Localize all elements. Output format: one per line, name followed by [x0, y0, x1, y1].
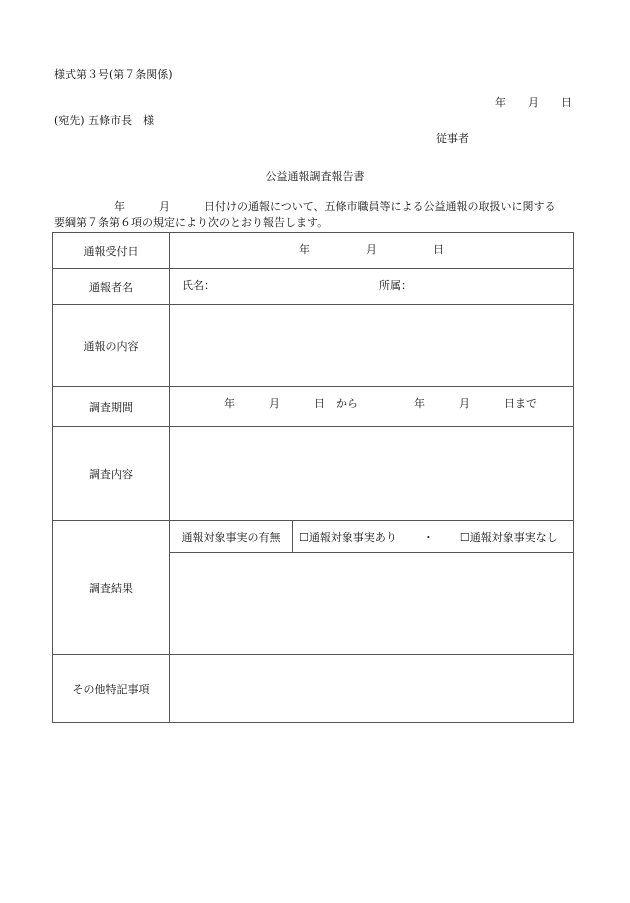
option-exists[interactable]: ☐通報対象事実あり — [299, 530, 397, 544]
date-day: 日 — [561, 96, 572, 109]
intro-line-2: 要綱第７条第６項の規定により次のとおり報告します。 — [54, 216, 329, 229]
result-detail-field[interactable] — [170, 553, 574, 655]
intro-text-1: 日付けの通報について、五條市職員等による公益通報の取扱いに関する — [204, 200, 556, 213]
row-period — [53, 387, 574, 427]
reporter-label: 従事者 — [436, 132, 469, 145]
document-title: 公益通報調査報告書 — [265, 170, 365, 183]
received-date-label: 通報受付日 — [53, 233, 170, 269]
investigation-content-field[interactable] — [170, 427, 574, 521]
received-year: 年 — [299, 243, 310, 256]
reporter-name-label: 通報者名 — [53, 269, 170, 305]
period-year-end: 年 — [414, 397, 425, 410]
period-month-end: 月 — [459, 397, 470, 410]
option-separator: ・ — [422, 530, 434, 544]
row-investigation-content — [53, 427, 574, 521]
period-year-start: 年 — [224, 397, 235, 410]
period-day-start: 日 から — [314, 397, 358, 410]
reporter-name-field[interactable] — [170, 269, 574, 305]
period-field[interactable] — [170, 387, 574, 427]
fact-existence-options — [293, 521, 574, 553]
received-day: 日 — [433, 243, 444, 256]
fact-existence-label: 通報対象事実の有無 — [170, 521, 293, 553]
row-received-date — [53, 233, 574, 269]
content-field[interactable] — [170, 305, 574, 387]
received-month: 月 — [366, 243, 377, 256]
row-reporter-name — [53, 269, 574, 305]
row-content — [53, 305, 574, 387]
result-label: 調査結果 — [53, 521, 170, 655]
report-table — [52, 232, 574, 723]
period-day-end: 日まで — [504, 397, 537, 410]
submission-date — [495, 94, 572, 110]
content-label: 通報の内容 — [53, 305, 170, 387]
form-number: 様式第３号(第７条関係) — [54, 68, 173, 81]
remarks-field[interactable] — [170, 655, 574, 723]
row-remarks — [53, 655, 574, 723]
date-year: 年 — [495, 96, 506, 109]
intro-month: 月 — [159, 200, 170, 213]
name-prefix: 氏名： — [182, 279, 215, 292]
intro-line-1 — [54, 198, 578, 214]
received-date-field[interactable] — [170, 233, 574, 269]
investigation-content-label: 調査内容 — [53, 427, 170, 521]
period-month-start: 月 — [269, 397, 280, 410]
affiliation-prefix: 所属： — [379, 279, 412, 292]
option-not-exists[interactable]: ☐通報対象事実なし — [459, 530, 558, 544]
addressee: (宛先) 五條市長 様 — [54, 114, 155, 127]
date-month: 月 — [528, 96, 539, 109]
row-result-existence — [53, 521, 574, 553]
intro-year: 年 — [114, 200, 125, 213]
remarks-label: その他特記事項 — [53, 655, 170, 723]
period-label: 調査期間 — [53, 387, 170, 427]
